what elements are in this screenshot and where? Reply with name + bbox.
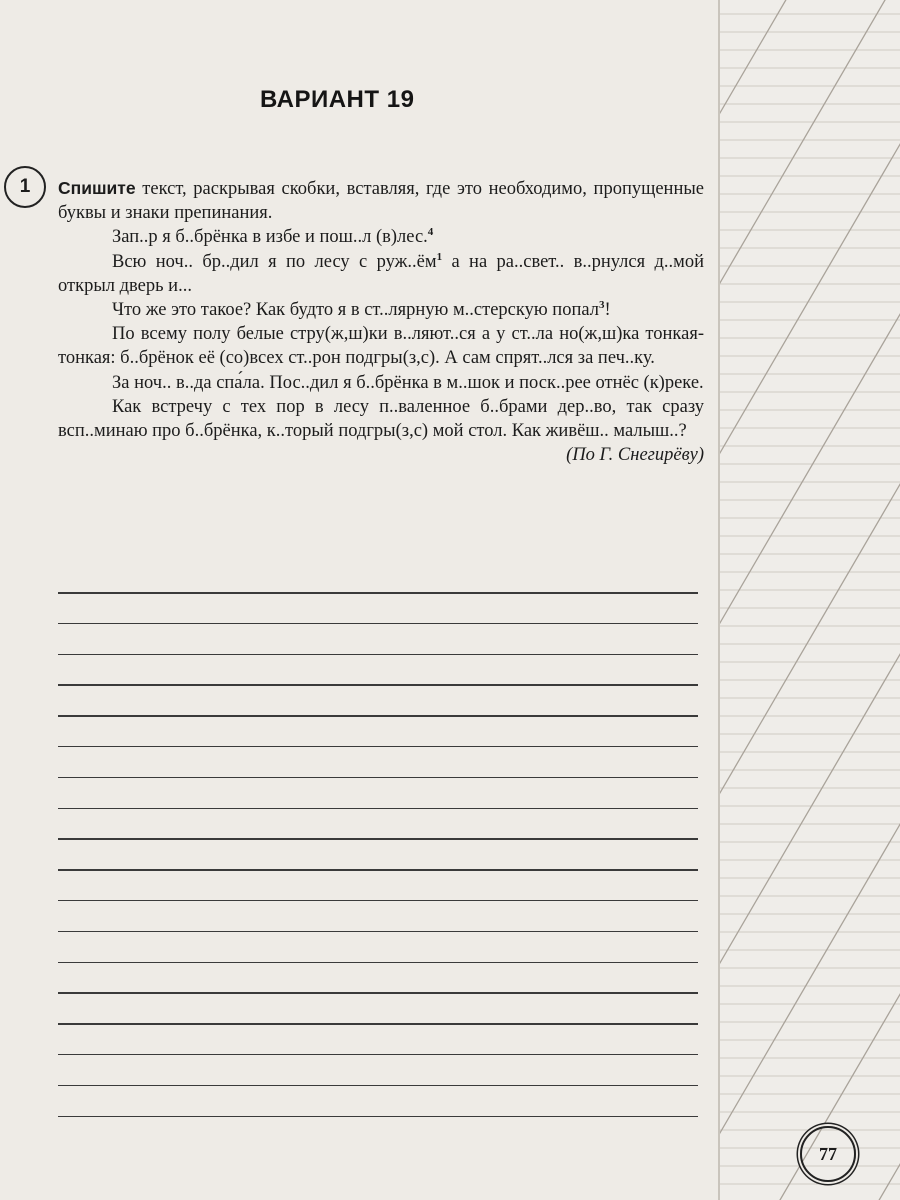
slant-guide-line — [720, 790, 900, 1150]
writing-line — [58, 592, 698, 594]
writing-line — [58, 684, 698, 686]
writing-lines — [58, 592, 698, 1146]
writing-line — [58, 1085, 698, 1087]
writing-line — [58, 992, 698, 994]
paragraph-3: Что же это такое? Как будто я в ст..лярную м..стерскую попал$^3$! — [112, 298, 611, 321]
text-source: (По Г. Снегирёву) — [566, 445, 704, 466]
writing-line — [58, 808, 698, 810]
writing-line — [58, 900, 698, 902]
paragraph-1: Зап..р я б..брёнка в избе и пош..л (в)лес.$^4$ — [112, 226, 434, 248]
footnote-marker: 4 — [427, 226, 434, 239]
writing-line — [58, 1116, 698, 1118]
slant-guide-line — [720, 0, 900, 300]
paragraph-2: Всю ноч.. бр..дил я по лесу с $руж..ём^1$ а на ра..свет.. в..рнулся д..мой открыл дверь и... — [58, 250, 705, 296]
page-number: 77 — [800, 1126, 856, 1182]
writing-line — [58, 623, 698, 625]
task-text — [58, 176, 704, 467]
writing-line — [58, 715, 698, 717]
footnote-marker: 1 — [436, 250, 443, 263]
slant-guide-line — [720, 620, 900, 980]
margin-strip — [718, 0, 900, 1200]
variant-title: ВАРИАНТ 19 — [260, 86, 415, 113]
paragraph-6: Как встречу с тех пор в лесу п..валенное б..брами дер..во, так сразу всп..минаю про б..брёнка, к..торый подгры(з,с) мой стол. Как живёш.. малыш..? — [58, 396, 704, 442]
slant-guide-line — [720, 450, 900, 810]
margin-guide-lines — [720, 0, 900, 1200]
writing-line — [58, 962, 698, 964]
instruction-verb: Спишите — [58, 178, 136, 198]
writing-line — [58, 869, 698, 871]
slant-guide-line — [720, 110, 900, 470]
slant-guide-line — [720, 280, 900, 640]
writing-line — [58, 654, 698, 656]
writing-line — [58, 1023, 698, 1025]
footnote-marker: 3 — [598, 298, 605, 311]
paragraph-4: По всему полу белые стру(ж,ш)ки в..ляют..ся а у ст..ла но(ж,ш)ка тонкая-тонкая: б..брёнок её (со)всех ст..рон подгры(з,с). А сам спрят..лся за печ..ку. — [58, 324, 704, 369]
writing-line — [58, 931, 698, 933]
writing-line — [58, 838, 698, 840]
task-number-badge: 1 — [4, 166, 46, 208]
writing-line — [58, 1054, 698, 1056]
task-instruction — [58, 176, 704, 225]
writing-line — [58, 746, 698, 748]
writing-line — [58, 777, 698, 779]
instruction-text: текст, раскрывая скобки, вставляя, где это необходимо, пропущенные буквы и знаки препинания. — [58, 179, 704, 224]
paragraph-5: За ноч.. в..да спа́ла. Пос..дил я б..брёнка в м..шок и поск..рее отнёс (к)реке. — [112, 372, 704, 393]
